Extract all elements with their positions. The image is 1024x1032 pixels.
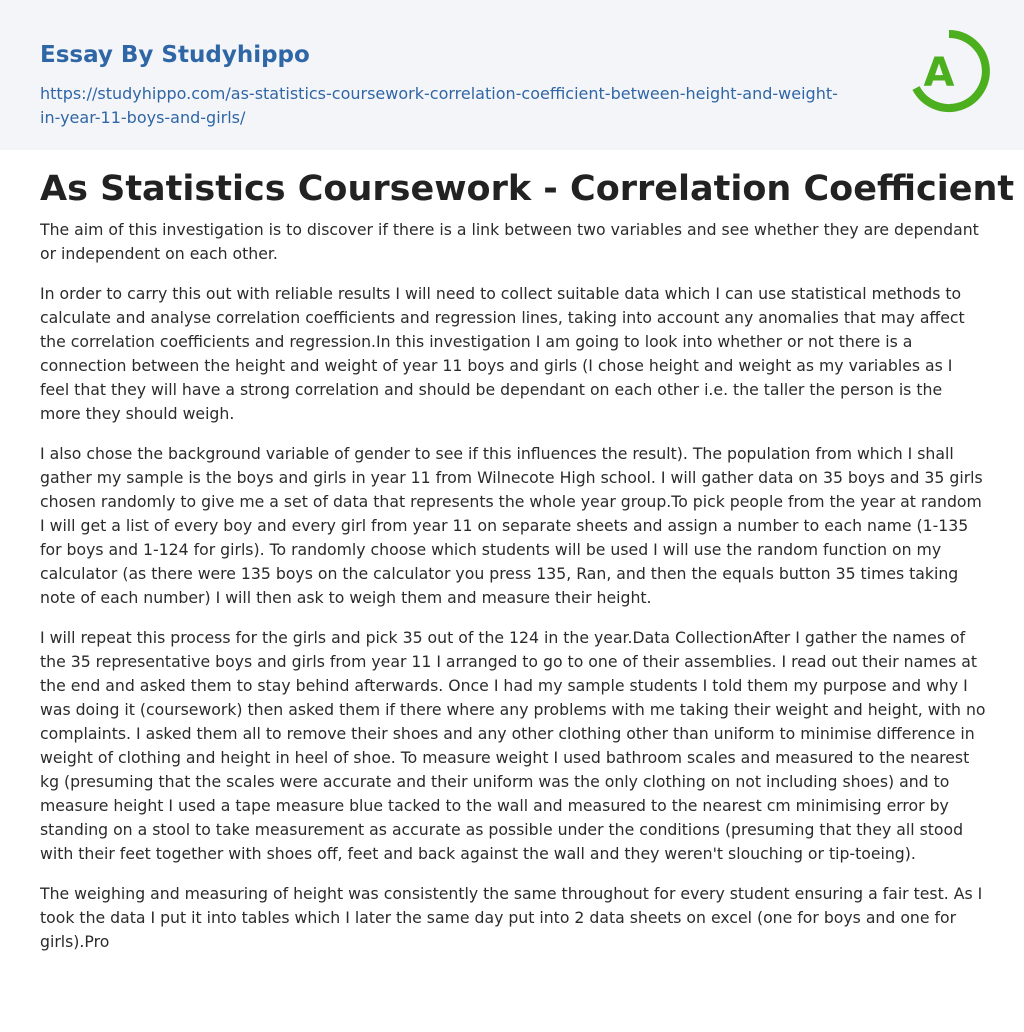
essay-paragraph: In order to carry this out with reliable results I will need to collect suitable data which I can use statistical methods to calculate and analyse correlation coefficients and regression lines, taking into account any anomalies that may affect the correlation coefficients and regression.In this investigation I am going to look into whether or not there is a connection between the height and weight of year 11 boys and girls (I chose height and weight as my variables as I feel that they will have a strong correlation and should be dependant on each other i.e. the taller the person is the more they should weigh. bbox=[40, 284, 965, 423]
essay-content bbox=[40, 166, 1015, 970]
studyhippo-logo-icon[interactable] bbox=[904, 26, 994, 116]
logo-letter: A bbox=[923, 50, 955, 96]
site-header bbox=[0, 0, 1024, 150]
brand-title: Essay By Studyhippo bbox=[40, 42, 310, 68]
essay-body bbox=[40, 218, 986, 954]
essay-url-link[interactable]: https://studyhippo.com/as-statistics-coursework-correlation-coefficient-between-height-and-weight-in-year-11-boys-and-girls/ bbox=[40, 84, 838, 127]
essay-paragraph: The weighing and measuring of height was consistently the same throughout for every student ensuring a fair test. As I took the data I put it into tables which I later the same day put into 2 data sheets on excel (one for boys and one for girls).Pro bbox=[40, 884, 983, 951]
essay-paragraph: I will repeat this process for the girls and pick 35 out of the 124 in the year.Data CollectionAfter I gather the names of the 35 representative boys and girls from year 11 I arranged to go to one of their assemblies. I read out their names at the end and asked them to stay behind afterwards. Once I had my sample students I told them my purpose and why I was doing it (coursework) then asked them if there where any problems with me taking their weight and height, with no complaints. I asked them all to remove their shoes and any other clothing other than uniform to minimise difference in weight of clothing and height in heel of shoe. To measure weight I used bathroom scales and measured to the nearest kg (presuming that the scales were accurate and their uniform was the only clothing on not including shoes) and to measure height I used a tape measure blue tacked to the wall and measured to the nearest cm minimising error by standing on a stool to take measurement as accurate as possible under the conditions (presuming that they all stood with their feet together with shoes off, feet and back against the wall and they weren't slouching or tip-toeing). bbox=[40, 628, 986, 863]
essay-paragraph: I also chose the background variable of gender to see if this influences the result). The population from which I shall gather my sample is the boys and girls in year 11 from Wilnecote High school. I will gather data on 35 boys and 35 girls chosen randomly to give me a set of data that represents the whole year group.To pick people from the year at random I will get a list of every boy and every girl from year 11 on separate sheets and assign a number to each name (1-135 for boys and 1-124 for girls). To randomly choose which students will be used I will use the random function on my calculator (as there were 135 boys on the calculator you press 135, Ran, and then the equals button 35 times taking note of each number) I will then ask to weigh them and measure their height. bbox=[40, 444, 983, 607]
essay-title: As Statistics Coursework - Correlation Coefficient bbox=[40, 169, 1015, 209]
essay-paragraph: The aim of this investigation is to discover if there is a link between two variables and see whether they are dependant or independent on each other. bbox=[40, 220, 979, 263]
